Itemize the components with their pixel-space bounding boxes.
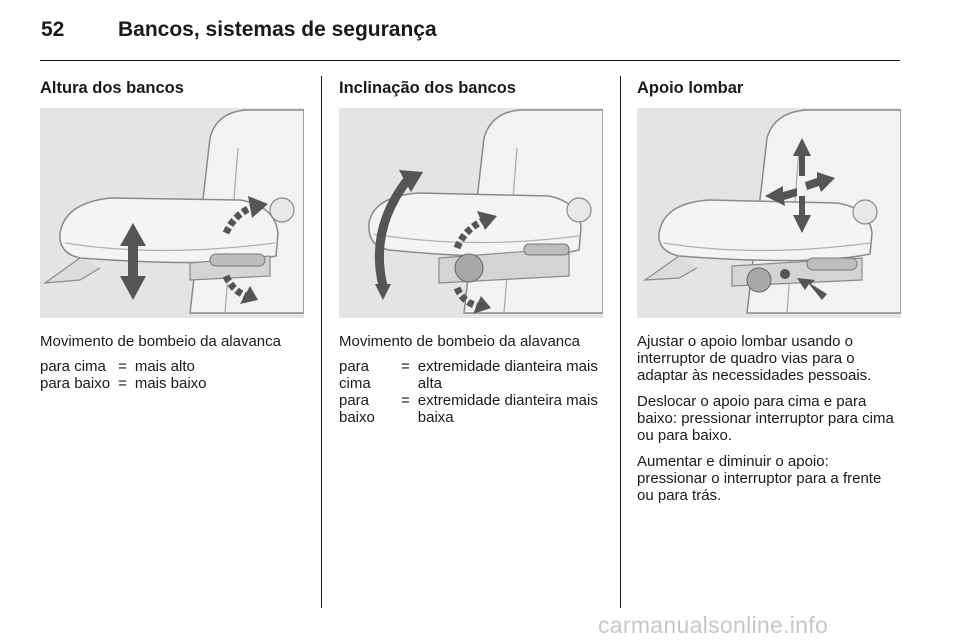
definition-key: para baixo <box>339 392 375 426</box>
definition-table <box>40 358 207 392</box>
paragraph: Aumentar e diminuir o apoio: pressionar o interruptor para a frente ou para trás. <box>637 453 882 504</box>
definition-key: para baixo <box>40 375 111 392</box>
page-title: Bancos, sistemas de segurança <box>118 18 437 41</box>
column-divider-2 <box>620 76 621 608</box>
definition-key: para cima <box>339 358 371 392</box>
definition-separator: = <box>401 392 410 409</box>
definition-value: mais baixo <box>134 375 207 392</box>
definition-separator: = <box>118 358 127 375</box>
definition-table <box>339 358 603 426</box>
section-title: Altura dos bancos <box>40 79 184 97</box>
definition-value: extremidade dianteira mais baixa <box>417 392 598 426</box>
seat-height-illustration <box>40 108 304 318</box>
page-number: 52 <box>41 18 65 41</box>
definition-separator: = <box>401 358 410 375</box>
section-lumbar-support <box>637 76 901 513</box>
caption: Movimento de bombeio da alavanca <box>40 333 281 350</box>
definition-key: para cima <box>40 358 106 375</box>
column-divider-1 <box>321 76 322 608</box>
caption: Movimento de bombeio da alavanca <box>339 333 580 350</box>
section-seat-height <box>40 76 304 392</box>
watermark: carmanualsonline.info <box>598 612 829 638</box>
definition-row <box>339 358 603 392</box>
definition-separator: = <box>118 375 127 392</box>
definition-value: extremidade dianteira mais alta <box>417 358 598 392</box>
paragraph: Ajustar o apoio lombar usando o interruptor de quadro vias para o adaptar às necessidades pessoais. <box>637 333 872 384</box>
section-seat-tilt <box>339 76 603 426</box>
paragraph: Deslocar o apoio para cima e para baixo: pressionar interruptor para cima ou para baixo. <box>637 393 894 444</box>
section-title: Apoio lombar <box>637 79 744 97</box>
header-rule <box>40 60 900 61</box>
definition-row <box>40 358 207 375</box>
lumbar-support-illustration <box>637 108 901 318</box>
definition-row <box>40 375 207 392</box>
seat-tilt-illustration <box>339 108 603 318</box>
definition-value: mais alto <box>134 358 195 375</box>
definition-row <box>339 392 603 426</box>
section-title: Inclinação dos bancos <box>339 79 516 97</box>
